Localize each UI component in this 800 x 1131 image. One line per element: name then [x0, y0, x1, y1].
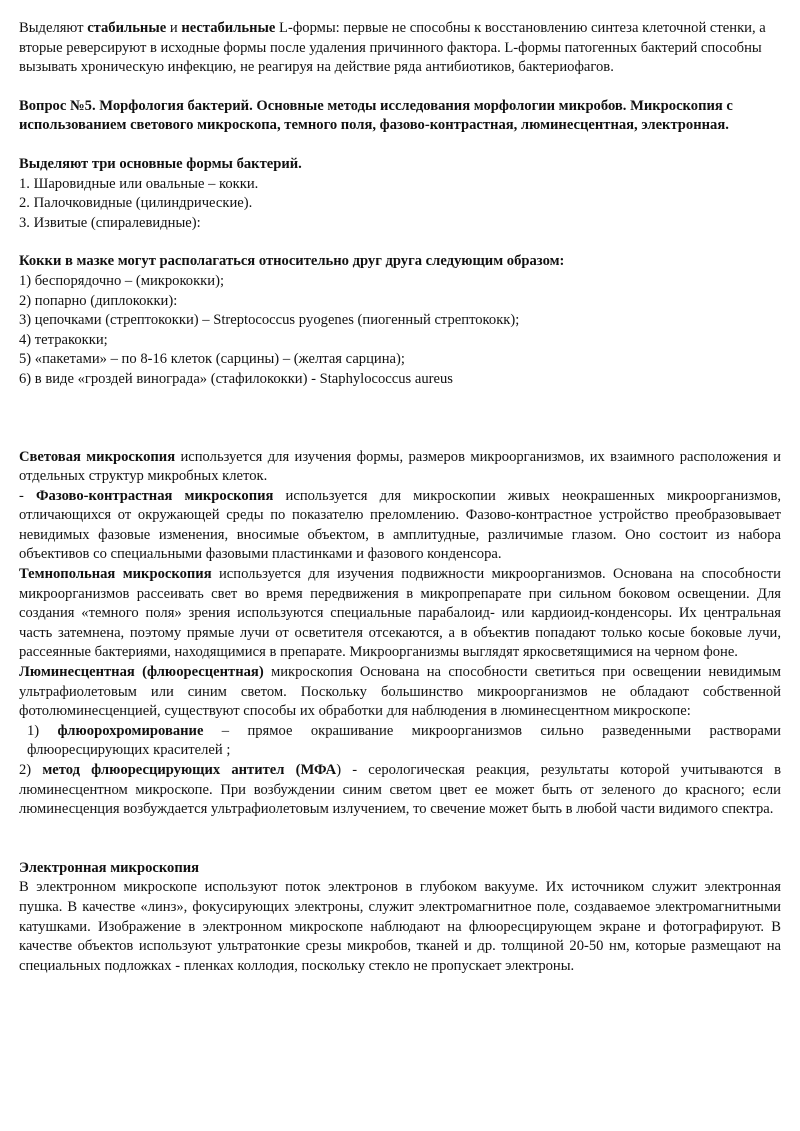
- electron-heading: Электронная микроскопия: [19, 859, 200, 876]
- mfa-item: 2) метод флюоресцирующих антител (МФА) - серологическая реакция, результаты которой учитываются в люминесцентном микроскопе. При возбуждении синим светом цвет ее может быть от зеленого до красного; если люминесценция возбуждается ультрафиолетовым излучением, то свечение может быть в любой части видимого спектра.: [19, 762, 781, 818]
- list-item: 3. Извитые (спиралевидные):: [19, 214, 201, 231]
- forms-heading: Выделяют три основные формы бактерий.: [19, 155, 302, 172]
- fluorochroming-item: 1) флюорохромирование – прямое окрашивание микроорганизмов сильно разведенными растворами флюоресцирующих красителей ;: [27, 722, 781, 759]
- list-item: 3) цепочками (стрептококки) – Streptococcus pyogenes (пиогенный стрептококк);: [19, 312, 520, 329]
- text: L-формы: первые не способны к восстановлению синтеза клеточной стенки, а вторые реверсируют в исходные формы после удаления причинного фактора. L-формы патогенных бактерий способны вызывать хроническую инфекцию, не реагируя на действие ряда антибиотиков, бактериофагов.: [19, 20, 766, 76]
- lforms-paragraph: [19, 19, 781, 78]
- electron-paragraph: В электронном микроскопе используют поток электронов в глубоком вакууме. Их источником служит электронная пушка. В качестве «линз», фокусирующих электроны, служит электромагнитное поле, создаваемое электромагнитными катушками. Изображение в электронном микроскопе наблюдают на флюоресцирующем экране и фотографируют. В качестве объектов используют ультратонкие срезы микробов, тканей и др. толщиной 20-50 нм, которые размещают на специальных подложках - пленках коллодия, поскольку стекло не пропускает электроны.: [19, 879, 781, 974]
- term-luminescent: Люминесцентная (флюоресцентная): [19, 664, 264, 681]
- dark-field-paragraph: Темнопольная микроскопия используется для изучения подвижности микроорганизмов. Основана на способности микроорганизмов рассеивать свет во время передвижения в микропрепарате при сильном боковом освещении. Для создания «темного поля» зрения используются специальные парабалоид- или кардиоид-конденсоры. Их центральная часть затемнена, поэтому прямые лучи от осветителя отсекаются, а в объектив попадают только косые боковые лучи, рассеянные бактериями, находящимися в препарате. Микроорганизмы выглядят яркосветящимися на черном фоне.: [19, 566, 781, 661]
- term-phase-contrast: Фазово-контрастная микроскопия: [36, 487, 274, 504]
- term-fluorochroming: флюорохромирование: [57, 722, 204, 739]
- question-5-heading: Вопрос №5. Морфология бактерий. Основные методы исследования морфологии микробов. Микроскопия с использованием светового микроскопа, темного поля, фазово-контрастная, люминесцентная, электронная.: [19, 97, 733, 134]
- document-page: [19, 19, 781, 976]
- cocci-heading: Кокки в мазке могут располагаться относительно друг друга следующим образом:: [19, 253, 565, 270]
- term-stable: стабильные: [87, 20, 167, 36]
- list-item: 4) тетракокки;: [19, 331, 108, 348]
- list-item: 2. Палочковидные (цилиндрические).: [19, 195, 253, 212]
- luminescent-paragraph: Люминесцентная (флюоресцентная) микроскопия Основана на способности светиться при освещении невидимым ультрафиолетовым или синим светом. Поскольку большинство микроорганизмов не обладают собственной фотолюминесценцией, существуют способы их обработки для наблюдения в люминесцентном микроскопе:: [19, 664, 781, 720]
- list-item: 1) беспорядочно – (микрококки);: [19, 272, 224, 289]
- term-mfa: метод флюоресцирующих антител (МФА: [42, 762, 337, 778]
- term-light-microscopy: Световая микроскопия: [19, 448, 176, 465]
- list-item: 5) «пакетами» – по 8-16 клеток (сарцины) – (желтая сарцина);: [19, 351, 405, 368]
- list-item: 1. Шаровидные или овальные – кокки.: [19, 175, 259, 192]
- term-dark-field: Темнопольная микроскопия: [19, 566, 212, 583]
- light-microscopy-paragraph: Световая микроскопия используется для изучения формы, размеров микроорганизмов, их взаимного расположения и отдельных структур микробных клеток.: [19, 448, 781, 485]
- text: и: [166, 20, 182, 36]
- text: Выделяют: [19, 20, 88, 36]
- list-item: 2) попарно (диплококки):: [19, 292, 178, 309]
- list-item: 6) в виде «гроздей винограда» (стафилококки) - Staphylococcus aureus: [19, 370, 453, 387]
- term-unstable: нестабильные: [181, 20, 276, 36]
- phase-contrast-paragraph: - Фазово-контрастная микроскопия используется для микроскопии живых неокрашенных микроорганизмов, отличающихся от окружающей среды по показателю преломлению. Фазово-контрастное устройство преобразовывает невидимых фазовые изменения, вносимые объектом, в амплитудные, различимые глазом. Оно состоит из набора объективов со специальными фазовыми пластинками и фазового конденсора.: [19, 487, 781, 563]
